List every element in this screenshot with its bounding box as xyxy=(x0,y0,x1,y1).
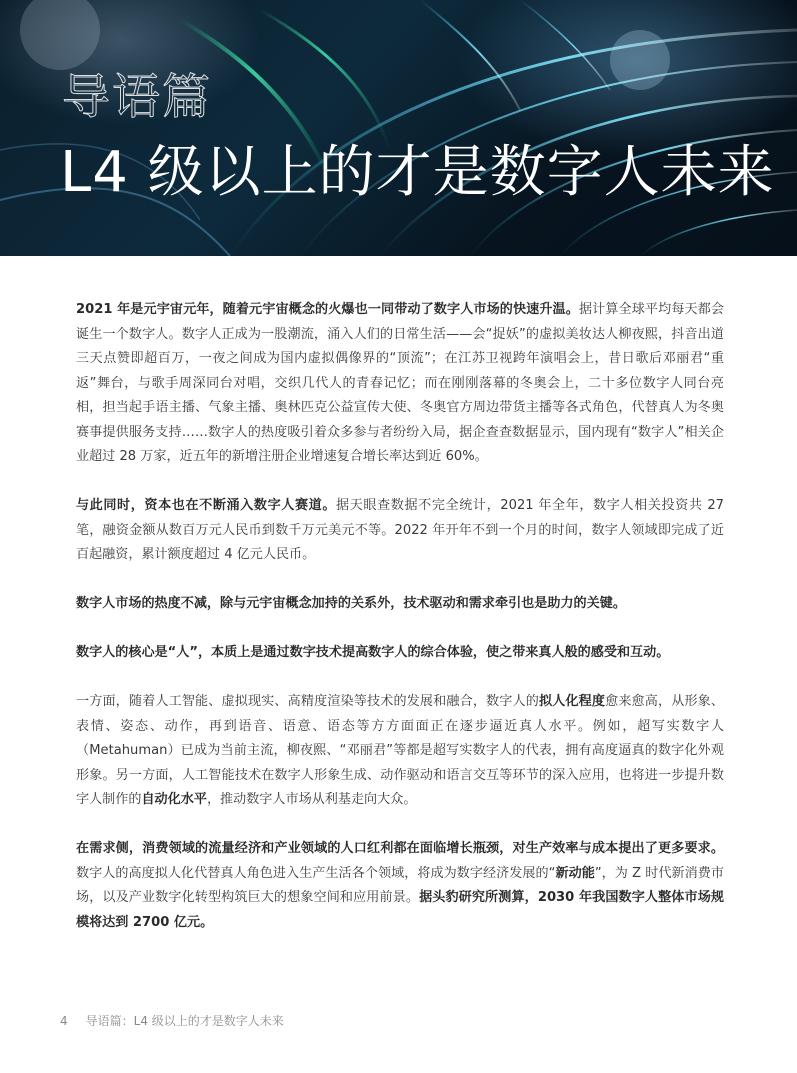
article-body xyxy=(76,298,724,960)
paragraph-5-bold-1: 拟人化程度 xyxy=(538,694,606,709)
paragraph-2-text-1: 据天眼查数据不完全统计，2021 年全年，数字人相关投资共 27 笔，融资金额从数百万元人民币到数千万元美元不等。2022 年开年不到一个月的时间，数字人领域即完成了近百起融资，累计额度超过 4 亿元人民币。 xyxy=(76,498,725,562)
paragraph-4 xyxy=(76,641,724,666)
page-footer xyxy=(60,1012,284,1029)
paragraph-6 xyxy=(76,837,724,935)
paragraph-2 xyxy=(76,494,724,568)
paragraph-5-text-2: 愈来愈高，从形象、表情、姿态、动作，再到语音、语意、语态等方方面面正在逐步逼近真人水平。例如，超写实数字人（Metahuman）已成为当前主流，柳夜熙、“邓丽君”等都是超写实数字人的代表，拥有高度逼真的数字化外观形象。另一方面，人工智能技术在数字人形象生成、动作驱动和语言交互等环节的深入应用，也将进一步提升数字人制作的 xyxy=(76,694,725,807)
paragraph-3-bold-0: 数字人市场的热度不减，除与元宇宙概念加持的关系外，技术驱动和需求牵引也是助力的关键。 xyxy=(76,596,626,611)
paragraph-6-bold-4: 据头豹研究所测算，2030 年我国数字人整体市场规模将达到 2700 亿元。 xyxy=(76,890,724,930)
paragraph-4-bold-0: 数字人的核心是“人”，本质上是通过数字技术提高数字人的综合体验，使之带来真人般的感受和互动。 xyxy=(76,645,670,660)
paragraph-2-bold-0: 与此同时，资本也在不断涌入数字人赛道。 xyxy=(76,498,337,513)
paragraph-5-text-4: ，推动数字人市场从利基走向大众。 xyxy=(206,792,417,807)
running-title: 导语篇：L4 级以上的才是数字人未来 xyxy=(85,1014,284,1028)
header-banner xyxy=(0,0,797,256)
page-title: L4 级以上的才是数字人未来 xyxy=(60,140,775,205)
paragraph-6-text-3: ”，为 Z 时代新消费市场，以及产业数字化转型构筑巨大的想象空间和应用前景。 xyxy=(76,865,724,905)
paragraph-5-bold-3: 自动化水平 xyxy=(141,792,207,807)
paragraph-1-bold-0: 2021 年是元宇宙元年，随着元宇宙概念的火爆也一同带动了数字人市场的快速升温。 xyxy=(76,302,579,317)
paragraph-5 xyxy=(76,690,724,813)
paragraph-6-text-1: 数字人的高度拟人化代替真人角色进入生产生活各个领域，将成为数字经济发展的“ xyxy=(76,865,556,881)
paragraph-5-text-0: 一方面，随着人工智能、虚拟现实、高精度渲染等技术的发展和融合，数字人的 xyxy=(76,694,539,709)
paragraph-6-bold-0: 在需求侧，消费领域的流量经济和产业领域的人口红利都在面临增长瓶颈，对生产效率与成本提出了更多要求。 xyxy=(76,841,724,856)
paragraph-1-text-1: 据计算全球平均每天都会诞生一个数字人。数字人正成为一股潮流，涌入人们的日常生活——会“捉妖”的虚拟美妆达人柳夜熙，抖音出道三天点赞即超百万，一夜之间成为国内虚拟偶像界的“顶流”；在江苏卫视跨年演唱会上，昔日歌后邓丽君“重返”舞台，与歌手周深同台对唱，交织几代人的青春记忆；而在刚刚落幕的冬奥会上，二十多位数字人同台亮相，担当起手语主播、气象主播、奥林匹克公益宣传大使、冬奥官方周边带货主播等各式角色，代替真人为冬奥赛事提供服务支持……数字人的热度吸引着众多参与者纷纷入局，据企查查数据显示，国内现有“数字人”相关企业超过 28 万家，近五年的新增注册企业增速复合增长率达到近 60%。 xyxy=(76,302,725,464)
section-subtitle: 导语篇 xyxy=(62,69,213,125)
paragraph-3 xyxy=(76,592,724,617)
page-number: 4 xyxy=(60,1014,68,1028)
paragraph-1 xyxy=(76,298,724,470)
paragraph-6-bold-2: 新动能 xyxy=(555,865,595,881)
